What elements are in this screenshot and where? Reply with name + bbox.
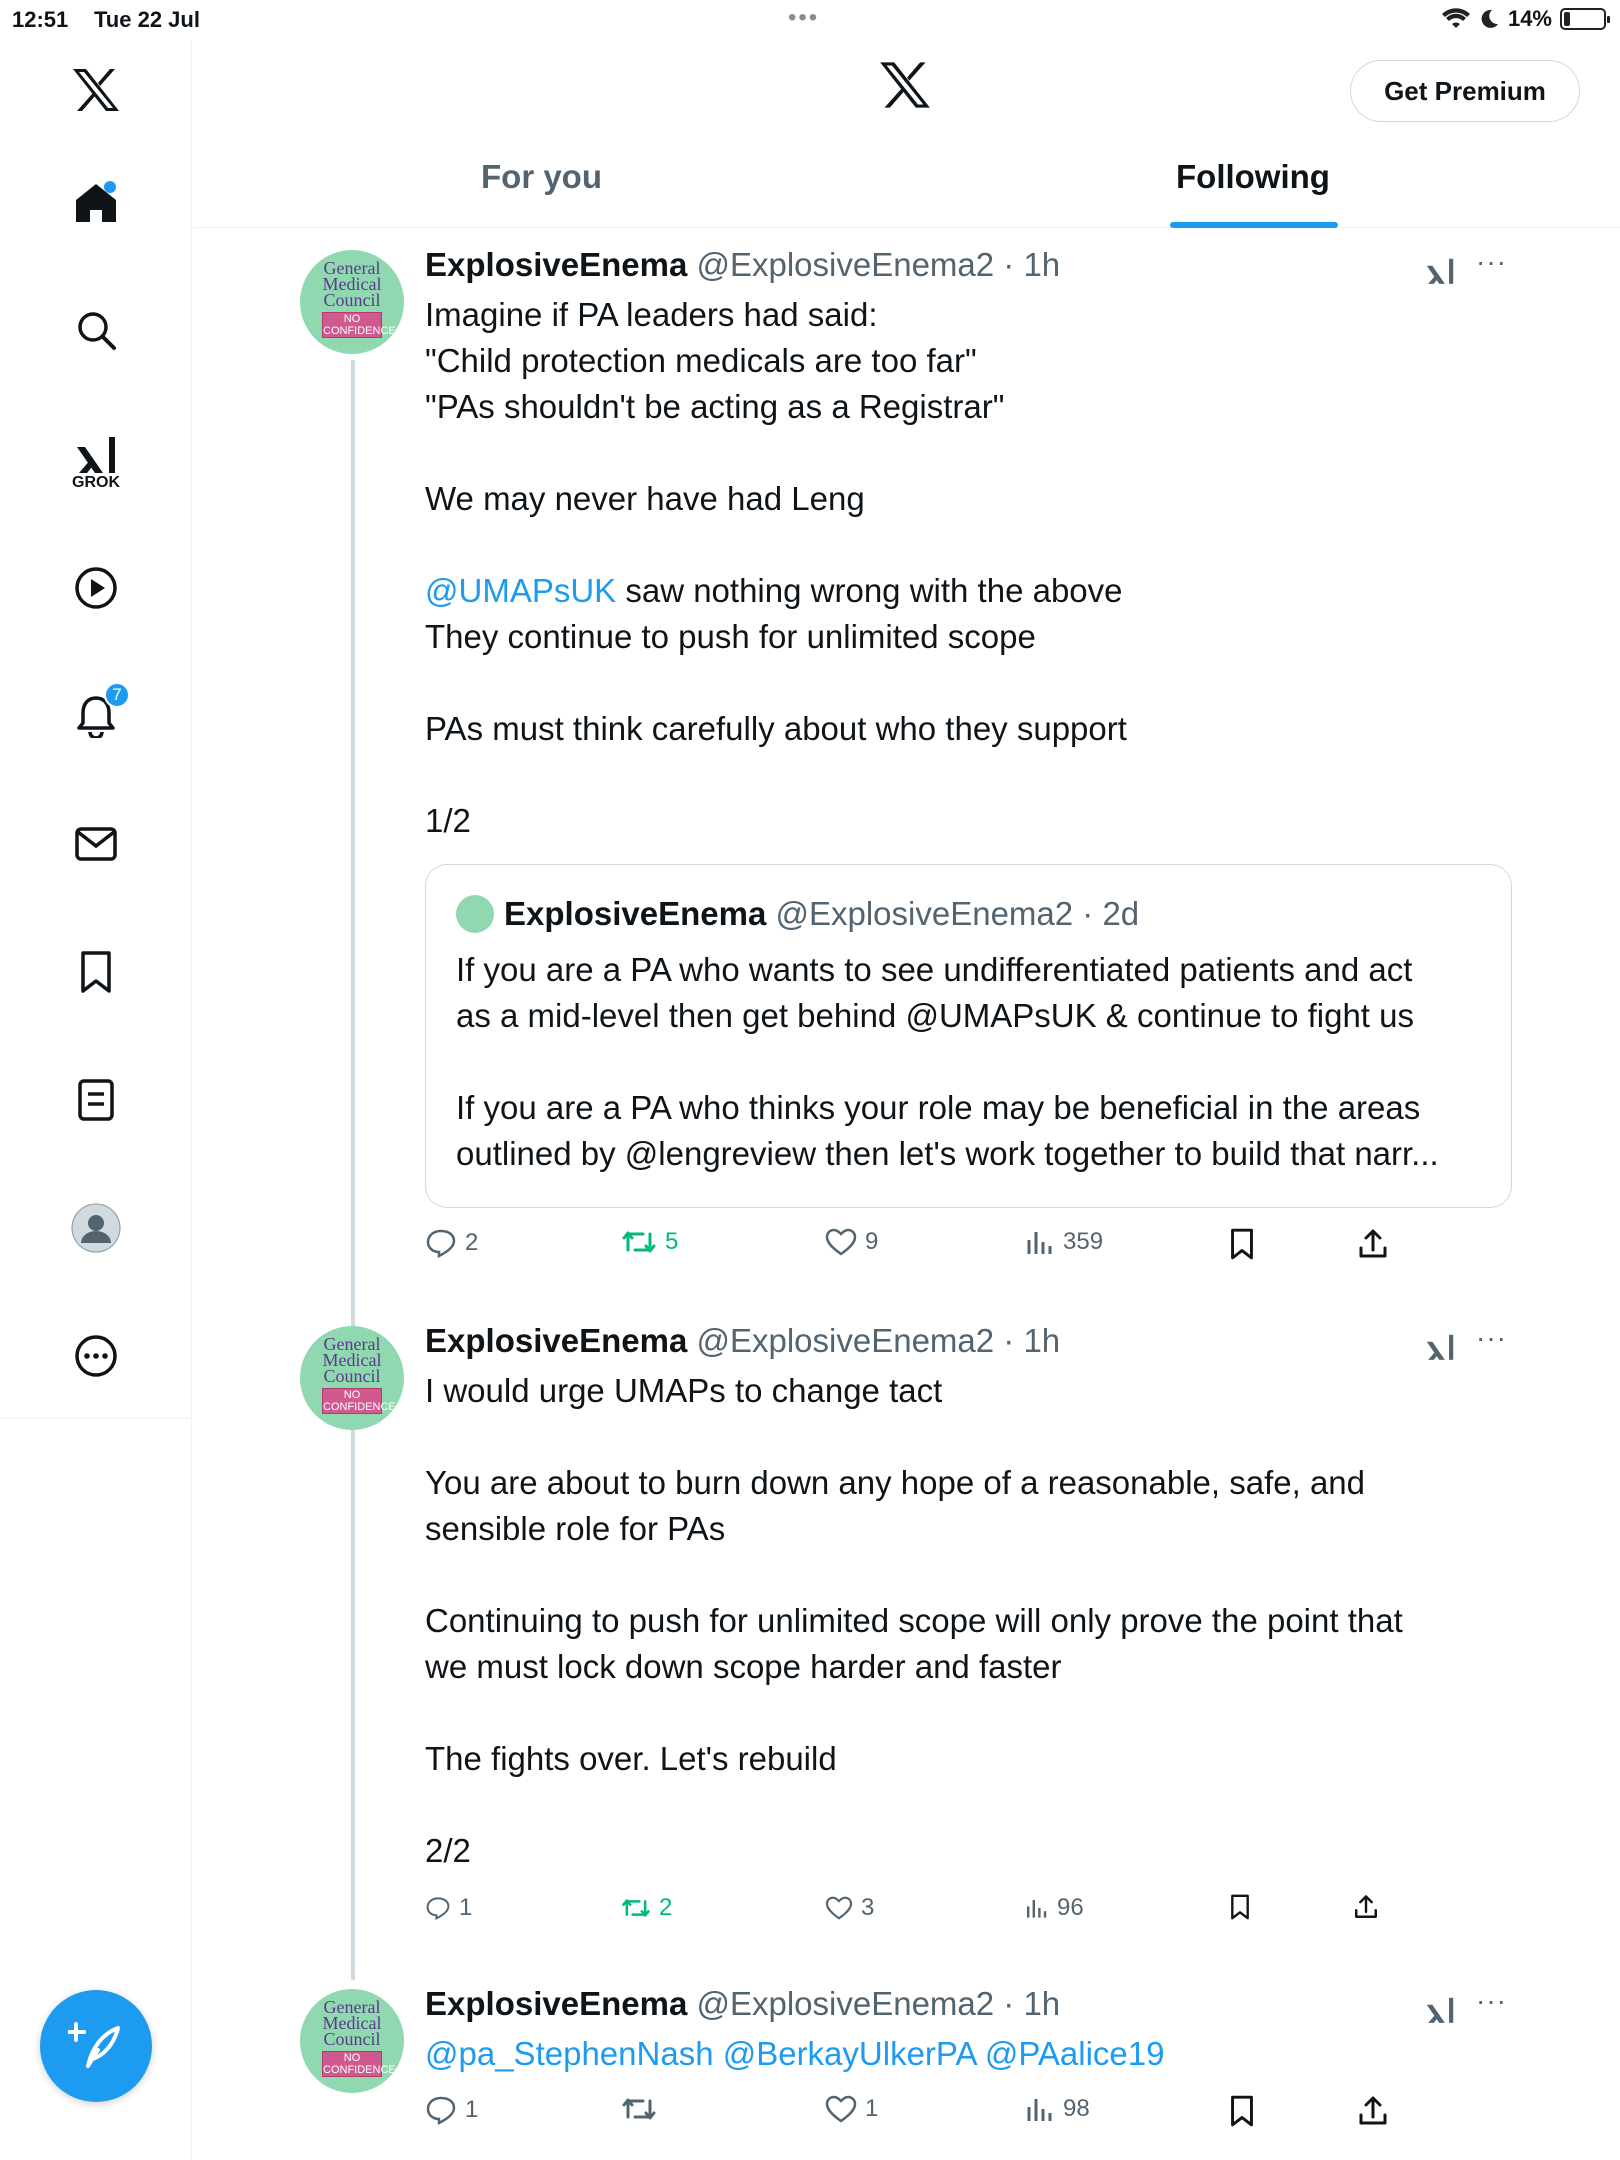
multitasking-dots-icon[interactable]: ••• [788,4,820,31]
nav-more[interactable] [56,1316,136,1396]
header-logo [878,60,932,115]
nav-home[interactable] [56,163,136,243]
more-options-icon[interactable]: ··· [1476,1322,1507,1353]
profile-icon [71,1203,121,1253]
nav-video[interactable] [56,548,136,628]
repost-button[interactable]: 5 [621,1228,678,1256]
compose-icon [68,2018,124,2074]
tweet-header [425,1322,1060,1360]
tweet-actions [425,1894,1445,1934]
avatar-stamp: NO CONFIDENCE [323,1389,396,1413]
date: Tue 22 Jul [94,7,200,32]
views-button[interactable]: 359 [1025,1228,1103,1256]
share-button[interactable] [1357,2095,1389,2127]
battery-icon [1560,8,1606,30]
compose-button[interactable] [40,1990,152,2102]
avatar[interactable]: General Medical Council NO CONFIDENCE [300,1326,404,1430]
reply-icon [425,2095,457,2125]
bookmark-button[interactable] [1229,1228,1255,1260]
reply-button[interactable]: 1 [425,1894,472,1922]
bookmark-icon [79,950,113,994]
grok-icon[interactable] [1423,1332,1457,1364]
avatar[interactable]: General Medical Council NO CONFIDENCE [300,1989,404,2093]
author-handle[interactable]: @ExplosiveEnema2 · 1h [696,1322,1061,1359]
quoted-text: If you are a PA who wants to see undifferentiated patients and act as a mid-level then get behind @UMAPsUK & continue to fight us If you are a PA who thinks your role may be beneficial in the areas outlined by @lengreview then let's work together to build that narr... [456,951,1439,1172]
wifi-icon [1442,8,1470,30]
views-icon [1025,1228,1055,1256]
moon-icon [1478,8,1500,30]
more-options-icon[interactable]: ··· [1476,1985,1507,2016]
views-icon [1025,2095,1055,2123]
nav-grok[interactable] [56,416,136,496]
nav-bookmarks[interactable] [56,932,136,1012]
share-button[interactable] [1353,1894,1379,1920]
tab-for-you[interactable]: For you [481,158,602,195]
list-icon [77,1078,115,1122]
reply-icon [425,1228,457,1258]
like-icon [825,1228,857,1256]
like-icon [825,1896,853,1920]
more-options-icon[interactable]: ··· [1476,246,1507,277]
rail-divider [0,1418,192,1419]
bookmark-icon [1229,2095,1255,2127]
share-icon [1357,2095,1389,2127]
grok-icon[interactable] [1423,256,1457,288]
x-logo-button[interactable] [56,50,136,130]
video-icon [74,566,118,610]
share-button[interactable] [1357,1228,1389,1260]
tweet-text: Imagine if PA leaders had said: "Child protection medicals are too far" "PAs shouldn't be acting as a Registrar" We may never have had Leng @UMAPsUK saw nothing wrong with the above They continue to push for unlimited scope PAs must think carefully about who they support 1/2 [425,296,1127,839]
grok-icon[interactable] [1423,1995,1457,2027]
avatar[interactable]: General Medical Council NO CONFIDENCE [300,250,404,354]
tweet-header [425,1985,1060,2023]
author-name[interactable]: ExplosiveEnema [425,1985,688,2022]
author-name[interactable]: ExplosiveEnema [425,246,688,283]
reply-icon [425,1896,451,1920]
mail-icon [74,826,118,862]
avatar-stamp: NO CONFIDENCE [323,313,396,337]
mention-link[interactable]: @UMAPsUK [425,572,617,609]
repost-icon [621,2095,657,2123]
get-premium-button[interactable]: Get Premium [1350,60,1580,122]
views-button[interactable]: 96 [1025,1894,1084,1922]
notifications-badge: 7 [104,682,130,708]
nav-profile[interactable] [56,1188,136,1268]
tweet-header [425,246,1060,284]
left-rail [0,40,192,2160]
nav-lists[interactable] [56,1060,136,1140]
status-bar [0,0,1620,40]
thread-connector-line [351,360,355,1980]
nav-explore[interactable] [56,290,136,370]
clock: 12:51 [12,7,69,32]
grok-icon [73,433,119,479]
share-icon [1353,1894,1379,1920]
battery-percent: 14% [1507,6,1552,31]
reply-button[interactable]: 1 [425,2095,478,2125]
share-icon [1357,1228,1389,1260]
tweet-actions [425,1228,1445,1268]
active-tab-indicator [1170,222,1338,228]
x-logo-icon [878,60,932,110]
like-button[interactable]: 9 [825,1228,878,1256]
grok-label: GROK [72,474,120,491]
repost-button[interactable] [621,2095,665,2123]
views-button[interactable]: 98 [1025,2095,1090,2123]
mention-links[interactable]: @pa_StephenNash @BerkayUlkerPA @PAalice19 [425,2035,1165,2072]
nav-messages[interactable] [56,804,136,884]
author-name[interactable]: ExplosiveEnema [425,1322,688,1359]
bookmark-icon [1229,1228,1255,1260]
quoted-tweet[interactable] [425,864,1512,1208]
like-button[interactable]: 3 [825,1894,874,1922]
nav-notifications[interactable] [56,676,136,756]
bookmark-button[interactable] [1229,2095,1255,2127]
repost-button[interactable]: 2 [621,1894,672,1922]
author-handle[interactable]: @ExplosiveEnema2 · 1h [696,246,1061,283]
tweet-actions [425,2095,1445,2135]
timeline-header [193,40,1620,228]
quoted-avatar [456,895,494,933]
views-icon [1025,1896,1049,1920]
bookmark-button[interactable] [1229,1894,1251,1920]
search-icon [75,309,117,351]
author-handle[interactable]: @ExplosiveEnema2 · 1h [696,1985,1061,2022]
quoted-author-name: ExplosiveEnema [504,895,767,932]
more-icon [74,1334,118,1378]
unread-dot [104,181,116,193]
x-logo-icon [71,67,121,113]
like-icon [825,2095,857,2123]
like-button[interactable]: 1 [825,2095,878,2123]
repost-icon [621,1896,651,1920]
bookmark-icon [1229,1894,1251,1920]
tab-following[interactable]: Following [1176,158,1330,195]
repost-icon [621,1228,657,1256]
reply-button[interactable]: 2 [425,1228,478,1258]
avatar-stamp: NO CONFIDENCE [323,2052,396,2076]
quoted-author-handle: @ExplosiveEnema2 · 2d [775,895,1140,932]
tweet-text: I would urge UMAPs to change tact You are about to burn down any hope of a reasonable, safe, and sensible role for PAs Continuing to push for unlimited scope will only prove the point that we must lock down scope harder and faster The fights over. Let's rebuild 2/2 [425,1372,1403,1869]
tweet-text [425,2031,1505,2077]
